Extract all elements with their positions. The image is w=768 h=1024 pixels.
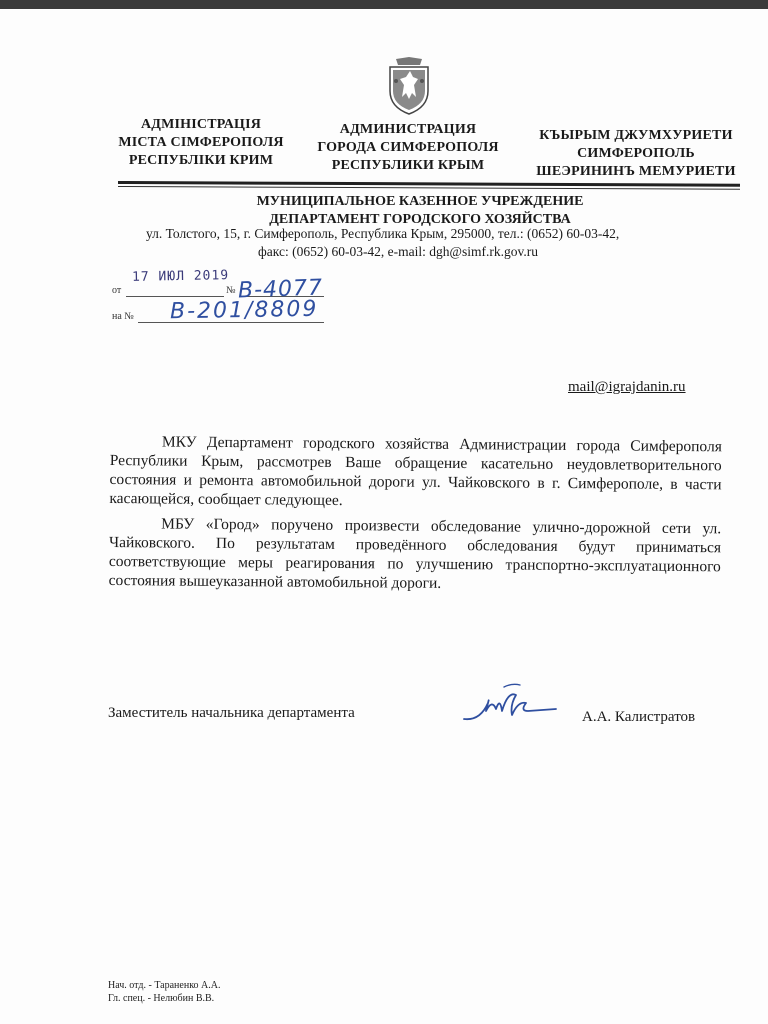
header-crimean-tatar bbox=[522, 127, 750, 181]
header-left-line: МІСТА СІМФЕРОПОЛЯ bbox=[118, 135, 284, 150]
recipient-email[interactable]: mail@igrajdanin.ru bbox=[568, 379, 686, 395]
signatory-name: А.А. Калистратов bbox=[582, 709, 696, 725]
document-page bbox=[0, 9, 768, 1024]
date-stamp: 17 ИЮЛ 2019 bbox=[131, 268, 230, 285]
body-paragraph: МКУ Департамент городского хозяйства Администрации города Симферополя Республики Крым, рассмотрев Ваше обращение касательно неудовлетворительного состояния и ремонта автомобильной дороги ул. Чайковского в г. Симферополе, в части касающейся, сообщает следующее. bbox=[109, 433, 722, 510]
address-line: ул. Толстого, 15, г. Симферополь, Республика Крым, 295000, тел.: (0652) 60-03-42, bbox=[146, 226, 620, 241]
handwritten-signature bbox=[460, 681, 560, 729]
header-mid-line: РЕСПУБЛИКИ КРЫМ bbox=[331, 158, 485, 173]
header-right-line: ШЕЭРИНИНЪ МЕМУРИЕТИ bbox=[536, 164, 736, 179]
header-right-line: СИМФЕРОПОЛЬ bbox=[577, 146, 695, 161]
header-ukrainian bbox=[108, 116, 294, 170]
header-mid-line: АДМИНИСТРАЦИЯ bbox=[339, 122, 477, 137]
header-left-line: АДМІНІСТРАЦІЯ bbox=[140, 117, 262, 132]
header-right-line: КЪЫРЫМ ДЖУМХУРИЕТИ bbox=[539, 128, 733, 143]
header-divider-thin bbox=[118, 186, 740, 190]
letter-body bbox=[109, 432, 722, 601]
contact-line: факс: (0652) 60-03-42, e-mail: dgh@simf.rk.gov.ru bbox=[258, 244, 538, 259]
header-mid-line: ГОРОДА СИМФЕРОПОЛЯ bbox=[317, 140, 499, 155]
footer-executors bbox=[108, 979, 221, 1005]
crimea-coat-of-arms-icon bbox=[386, 57, 432, 115]
on-number-label: на № bbox=[112, 311, 134, 322]
reference-number: В-201/8809 bbox=[169, 296, 319, 325]
signatory-title: Заместитель начальника департамента bbox=[108, 705, 355, 721]
footer-line: Гл. спец. - Нелюбин В.В. bbox=[108, 993, 215, 1004]
from-label: от bbox=[112, 285, 122, 296]
date-line bbox=[126, 296, 224, 297]
body-paragraph: МБУ «Город» поручено произвести обследование улично-дорожной сети ул. Чайковского. По результатам проведённого обследования будут приниматься соответствующие меры реагирования по улучшению транспортно-эксплуатационного состояния вышеуказанной автомобильной дороги. bbox=[108, 515, 722, 592]
number-label: № bbox=[226, 285, 236, 296]
organization-line: ДЕПАРТАМЕНТ ГОРОДСКОГО ХОЗЯЙСТВА bbox=[269, 212, 571, 227]
header-russian bbox=[306, 121, 510, 175]
header-left-line: РЕСПУБЛІКИ КРИМ bbox=[128, 153, 274, 168]
outgoing-number: В-4077 bbox=[237, 275, 324, 304]
organization-line: МУНИЦИПАЛЬНОЕ КАЗЕННОЕ УЧРЕЖДЕНИЕ bbox=[256, 194, 584, 209]
top-bar bbox=[0, 0, 768, 9]
organization-name bbox=[200, 193, 640, 229]
footer-line: Нач. отд. - Тараненко А.А. bbox=[108, 980, 221, 991]
